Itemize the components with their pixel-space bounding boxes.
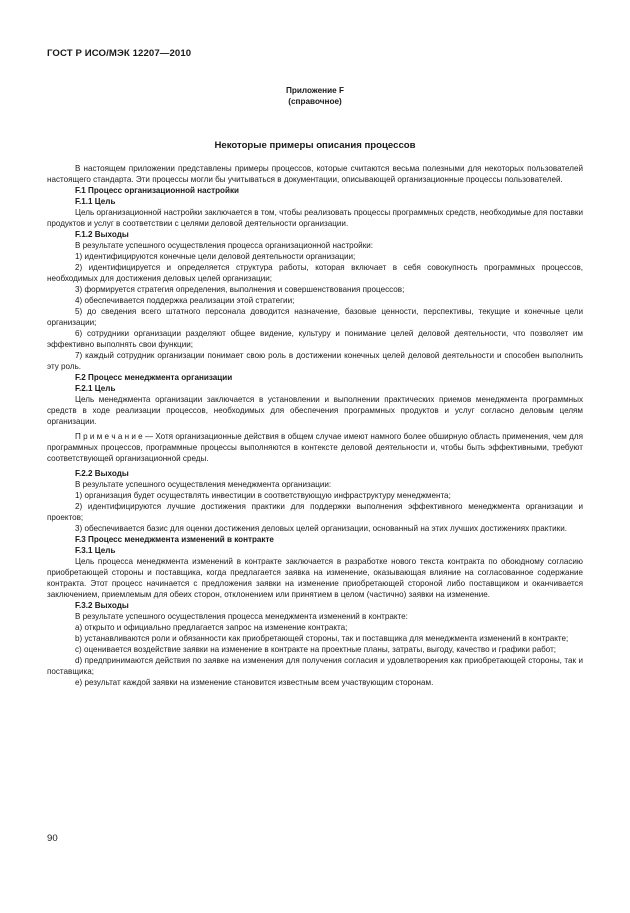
annex-title: Приложение F bbox=[286, 86, 344, 95]
list-item: 3) формируется стратегия определения, выполнения и совершенствования процессов; bbox=[75, 285, 405, 294]
list-item: 2) идентифицируется и определяется структура работы, которая включает в себя совокупность программных процессов, необходимых для достижения деловых целей организации; bbox=[47, 263, 583, 283]
list-item: d) предпринимаются действия по заявке на изменения для получения согласия и удовлетворения как приобретающей стороны, так и поставщика; bbox=[47, 656, 583, 676]
subsection-heading: F.3.1 Цель bbox=[75, 546, 116, 555]
subsection-heading: F.2.2 Выходы bbox=[75, 469, 129, 478]
list-item: 7) каждый сотрудник организации понимает свою роль в достижении конечных целей деловой деятельности и способен выполнить эту роль. bbox=[47, 351, 583, 371]
list-item: 3) обеспечивается базис для оценки достижения деловых целей организации, основанный на этих лучших достижениях практики. bbox=[75, 524, 567, 533]
note-paragraph: П р и м е ч а н и е — Хотя организационные действия в общем случае имеют намного более обширную область применения, чем для программных процессов, программные процессы выполняются в контексте деловой деятельности и, чтобы быть эффективными, требуют соответствующей организационной среды. bbox=[47, 432, 583, 463]
list-item: 5) до сведения всего штатного персонала доводится назначение, базовые ценности, перспективы, текущие и конечные цели организации; bbox=[47, 307, 583, 327]
document-body bbox=[47, 163, 583, 688]
list-item: 6) сотрудники организации разделяют общее видение, культуру и понимание целей деловой деятельности, что позволяет им эффективно выполнять свои функции; bbox=[47, 329, 583, 349]
paragraph: В результате успешного осуществления процесса организационной настройки: bbox=[75, 241, 374, 250]
page-number: 90 bbox=[47, 833, 58, 844]
paragraph: В настоящем приложении представлены примеры процессов, которые считаются весьма полезными для некоторых пользователей настоящего стандарта. Эти процессы могли бы учитываться в документации, описывающей организационные процессы пользователей. bbox=[47, 164, 583, 184]
subsection-heading: F.1.1 Цель bbox=[75, 197, 116, 206]
list-item: b) устанавливаются роли и обязанности как приобретающей стороны, так и поставщика для менеджмента изменений в контракте; bbox=[75, 634, 569, 643]
section-heading: F.1 Процесс организационной настройки bbox=[75, 186, 240, 195]
list-item: 4) обеспечивается поддержка реализации этой стратегии; bbox=[75, 296, 295, 305]
paragraph: Цель менеджмента организации заключается в установлении и выполнении практических приемов менеджмента программных средств в ходе реализации процессов, необходимых для обеспечения программных продуктов и услуг согласно деловым целям организации. bbox=[47, 395, 583, 426]
subsection-heading: F.3.2 Выходы bbox=[75, 601, 129, 610]
paragraph: В результате успешного осуществления процесса менеджмента изменений в контракте: bbox=[75, 612, 408, 621]
annex-subtitle: (справочное) bbox=[288, 97, 342, 106]
section-heading: F.2 Процесс менеджмента организации bbox=[75, 373, 233, 382]
list-item: e) результат каждой заявки на изменение становится известным всем участвующим сторонам. bbox=[75, 678, 434, 687]
paragraph: В результате успешного осуществления менеджмента организации: bbox=[75, 480, 332, 489]
subsection-heading: F.2.1 Цель bbox=[75, 384, 116, 393]
list-item: 2) идентифицируются лучшие достижения практики для поддержки выполнения эффективного менеджмента организации и проектов; bbox=[47, 502, 583, 522]
list-item: а) открыто и официально предлагается запрос на изменение контракта; bbox=[75, 623, 348, 632]
standard-header: ГОСТ Р ИСО/МЭК 12207—2010 bbox=[47, 48, 192, 59]
subsection-heading: F.1.2 Выходы bbox=[75, 230, 129, 239]
list-item: c) оценивается воздействие заявки на изменение в контракте на проектные планы, затраты, выгоду, качество и графики работ; bbox=[75, 645, 557, 654]
paragraph: Цель процесса менеджмента изменений в контракте заключается в разработке нового текста контракта по обоюдному согласию приобретающей стороны и поставщика, когда предлагается заявка на изменение, оказывающая влияние на согласованное содержание контракта. Этот процесс начинается с предложения заявки на изменение приобретающей стороной либо поставщиком и оканчивается заключением, приемлемым для обеих сторон, отклонением или принятием в целом (частично) заявки на изменение. bbox=[47, 557, 583, 599]
list-item: 1) идентифицируются конечные цели деловой деятельности организации; bbox=[75, 252, 356, 261]
paragraph: Цель организационной настройки заключается в том, чтобы реализовать процессы программных средств, необходимые для поставки продуктов и услуг в соответствии с целями деловой деятельности организации. bbox=[47, 208, 583, 228]
section-heading: F.3 Процесс менеджмента изменений в контракте bbox=[75, 535, 274, 544]
list-item: 1) организация будет осуществлять инвестиции в соответствующую инфраструктуру менеджмента; bbox=[75, 491, 451, 500]
section-title: Некоторые примеры описания процессов bbox=[214, 140, 416, 151]
